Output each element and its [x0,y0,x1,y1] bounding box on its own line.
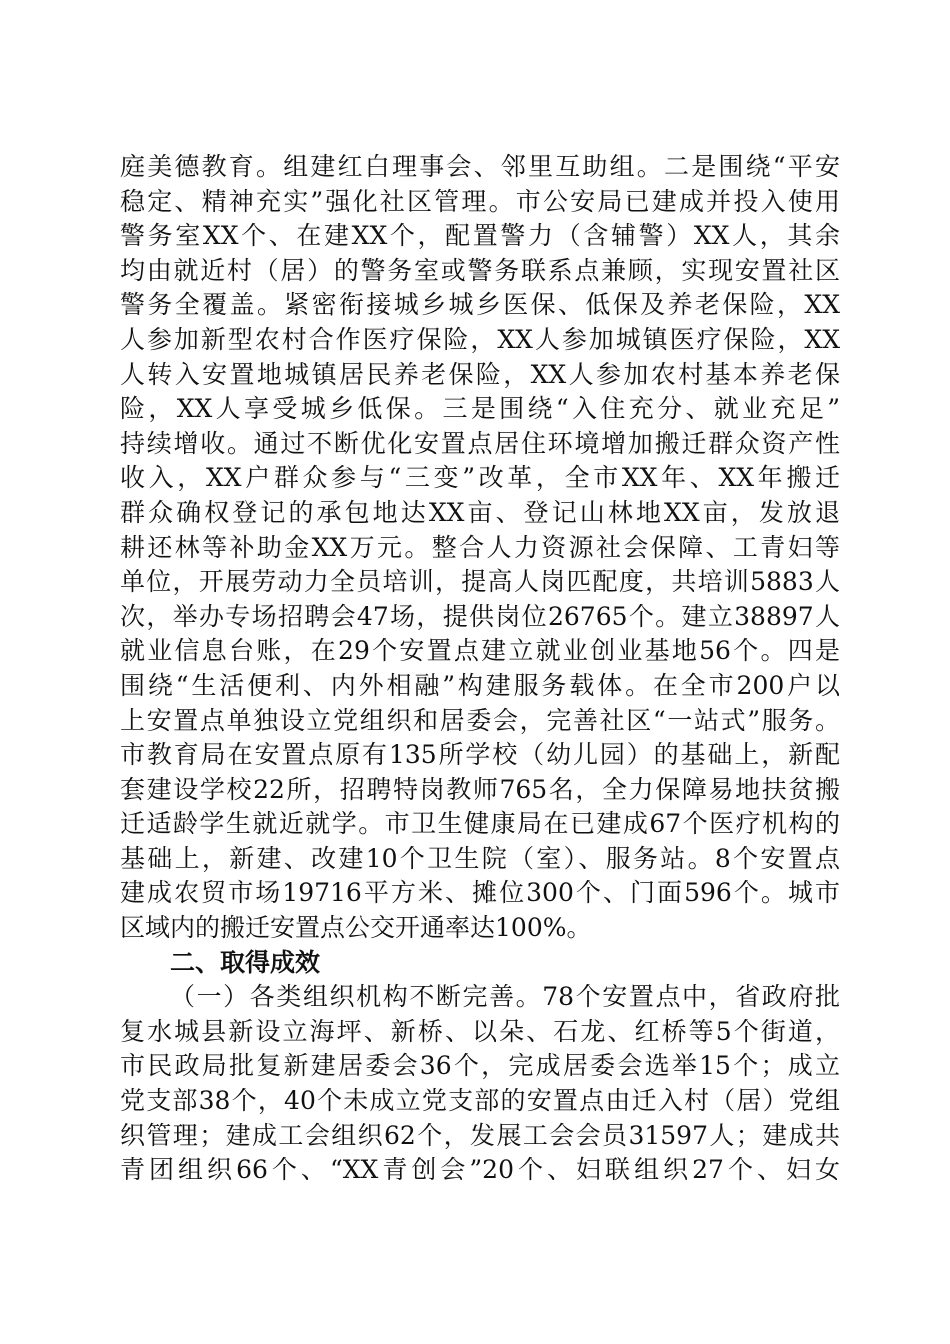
section-line: 织管理；建成工会组织62个，发展工会会员31597人；建成共 [120,1120,840,1150]
section-line: 复水城县新设立海坪、新桥、以朵、石龙、红桥等5个街道， [120,1016,840,1046]
body-line: 持续增收。通过不断优化安置点居住环境增加搬迁群众资产性 [120,428,840,458]
body-line: 均由就近村（居）的警务室或警务联系点兼顾，实现安置社区 [120,255,840,285]
section-line: 青团组织66个、“XX青创会”20个、妇联组织27个、妇女 [120,1155,840,1185]
body-line: 围绕“生活便利、内外相融”构建服务载体。在全市200户以 [120,670,840,700]
body-line: 基础上，新建、改建10个卫生院（室）、服务站。8个安置点 [120,843,840,873]
body-line: 上安置点单独设立党组织和居委会，完善社区“一站式”服务。 [120,705,840,735]
body-line: 稳定、精神充实”强化社区管理。市公安局已建成并投入使用 [120,186,840,216]
body-line: 收入，XX户群众参与“三变”改革，全市XX年、XX年搬迁 [120,463,840,493]
body-line: 警务全覆盖。紧密衔接城乡城乡医保、低保及养老保险，XX [120,290,840,320]
section-line: 市民政局批复新建居委会36个，完成居委会选举15个；成立 [120,1051,840,1081]
document-body [120,150,840,1188]
body-line: 警务室XX个、在建XX个，配置警力（含辅警）XX人，其余 [120,221,840,251]
body-line: 迁适龄学生就近就学。市卫生健康局在已建成67个医疗机构的 [120,809,840,839]
body-line: 险，XX人享受城乡低保。三是围绕“入住充分、就业充足” [120,394,840,424]
section-heading: 二、取得成效 [170,947,321,977]
section-line: 党支部38个，40个未成立党支部的安置点由迁入村（居）党组 [120,1086,840,1116]
body-line: 就业信息台账，在29个安置点建立就业创业基地56个。四是 [120,636,840,666]
section-line: （一）各类组织机构不断完善。78个安置点中，省政府批 [170,982,840,1012]
body-line: 单位，开展劳动力全员培训，提高人岗匹配度，共培训5883人 [120,567,840,597]
body-line: 耕还林等补助金XX万元。整合人力资源社会保障、工青妇等 [120,532,840,562]
body-line: 区域内的搬迁安置点公交开通率达100%。 [120,913,592,943]
body-line: 建成农贸市场19716平方米、摊位300个、门面596个。城市 [120,878,840,908]
body-line: 市教育局在安置点原有135所学校（幼儿园）的基础上，新配 [120,740,840,770]
body-line: 庭美德教育。组建红白理事会、邻里互助组。二是围绕“平安 [120,152,840,181]
body-line: 次，举办专场招聘会47场，提供岗位26765个。建立38897人 [120,601,840,631]
body-line: 套建设学校22所，招聘特岗教师765名，全力保障易地扶贫搬 [120,774,840,804]
body-line: 人参加新型农村合作医疗保险，XX人参加城镇医疗保险，XX [120,324,840,354]
body-line: 人转入安置地城镇居民养老保险，XX人参加农村基本养老保 [120,359,840,389]
body-line: 群众确权登记的承包地达XX亩、登记山林地XX亩，发放退 [120,497,840,527]
